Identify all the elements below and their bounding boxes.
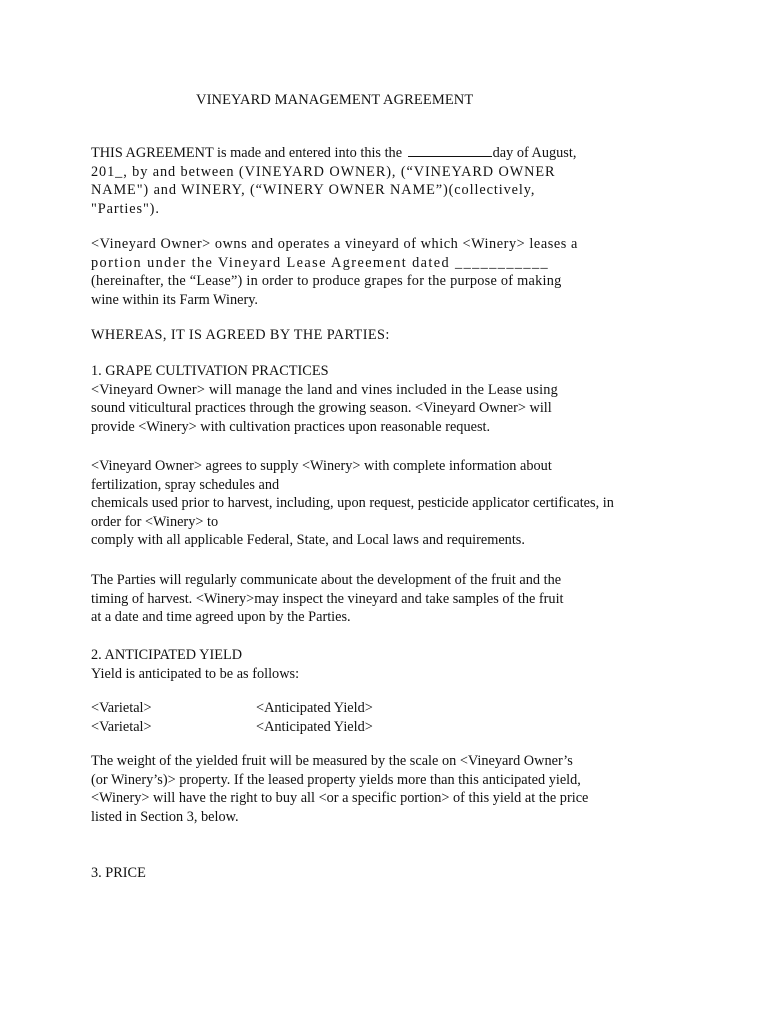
date-blank xyxy=(408,144,492,157)
lease-line-3: (hereinafter, the “Lease”) in order to produce grapes for the purpose of making xyxy=(91,273,562,290)
section-2 xyxy=(91,646,681,683)
supply-line-5: comply with all applicable Federal, State, and Local laws and requirements. xyxy=(91,532,525,549)
communicate-paragraph xyxy=(91,571,681,627)
document-title: VINEYARD MANAGEMENT AGREEMENT xyxy=(196,92,474,108)
communicate-line-1: The Parties will regularly communicate about the development of the fruit and the xyxy=(91,572,562,588)
section-1-line-2: sound viticultural practices through the growing season. <Vineyard Owner> will xyxy=(91,400,552,417)
supply-paragraph xyxy=(91,457,681,550)
varietal-cell: <Varietal> xyxy=(91,700,152,716)
section-2-heading: 2. ANTICIPATED YIELD xyxy=(91,647,243,663)
weight-line-4: listed in Section 3, below. xyxy=(91,808,239,825)
section-1-heading: 1. GRAPE CULTIVATION PRACTICES xyxy=(91,363,329,379)
supply-line-1: <Vineyard Owner> agrees to supply <Winery> with complete information about xyxy=(91,458,552,474)
intro-line-1 xyxy=(91,144,681,163)
lease-line-4: wine within its Farm Winery. xyxy=(91,291,258,308)
section-1-line-1: <Vineyard Owner> will manage the land and vines included in the Lease using xyxy=(91,381,558,398)
whereas-paragraph xyxy=(91,326,681,345)
weight-line-2: (or Winery’s)> property. If the leased property yields more than this anticipated yield, xyxy=(91,771,581,788)
anticipated-yield-cell: <Anticipated Yield> xyxy=(256,719,373,735)
supply-line-2: fertilization, spray schedules and xyxy=(91,476,280,493)
lease-line-2: portion under the Vineyard Lease Agreement dated ___________ xyxy=(91,254,550,271)
yield-row xyxy=(91,718,373,737)
supply-line-4: order for <Winery> to xyxy=(91,513,219,530)
section-2-intro: Yield is anticipated to be as follows: xyxy=(91,665,300,682)
intro-line-3: NAME") and WINERY, (“WINERY OWNER NAME”)(collectively, xyxy=(91,182,536,199)
whereas-line: WHEREAS, IT IS AGREED BY THE PARTIES: xyxy=(91,327,390,343)
weight-paragraph xyxy=(91,752,681,826)
communicate-line-2: timing of harvest. <Winery>may inspect the vineyard and take samples of the fruit xyxy=(91,590,564,607)
intro-line-2: 201_, by and between (VINEYARD OWNER), (“VINEYARD OWNER xyxy=(91,163,556,180)
section-1 xyxy=(91,362,681,436)
weight-line-1: The weight of the yielded fruit will be measured by the scale on <Vineyard Owner’s xyxy=(91,753,573,769)
intro-paragraph xyxy=(91,144,681,218)
yield-row xyxy=(91,699,373,718)
communicate-line-3: at a date and time agreed upon by the Parties. xyxy=(91,609,351,626)
intro-line-4: "Parties"). xyxy=(91,200,160,217)
intro-line-1-post: day of August, xyxy=(492,145,577,161)
supply-line-3: chemicals used prior to harvest, including, upon request, pesticide applicator certificates, in xyxy=(91,495,614,512)
weight-line-3: <Winery> will have the right to buy all <or a specific portion> of this yield at the price xyxy=(91,790,589,807)
lease-paragraph xyxy=(91,235,681,309)
section-3-heading: 3. PRICE xyxy=(91,865,146,881)
varietal-cell: <Varietal> xyxy=(91,719,152,735)
lease-line-1: <Vineyard Owner> owns and operates a vineyard of which <Winery> leases a xyxy=(91,236,578,252)
section-1-line-3: provide <Winery> with cultivation practices upon reasonable request. xyxy=(91,418,491,435)
section-3 xyxy=(91,864,681,883)
intro-line-1-pre: THIS AGREEMENT is made and entered into this the xyxy=(91,145,406,161)
anticipated-yield-cell: <Anticipated Yield> xyxy=(256,700,373,716)
